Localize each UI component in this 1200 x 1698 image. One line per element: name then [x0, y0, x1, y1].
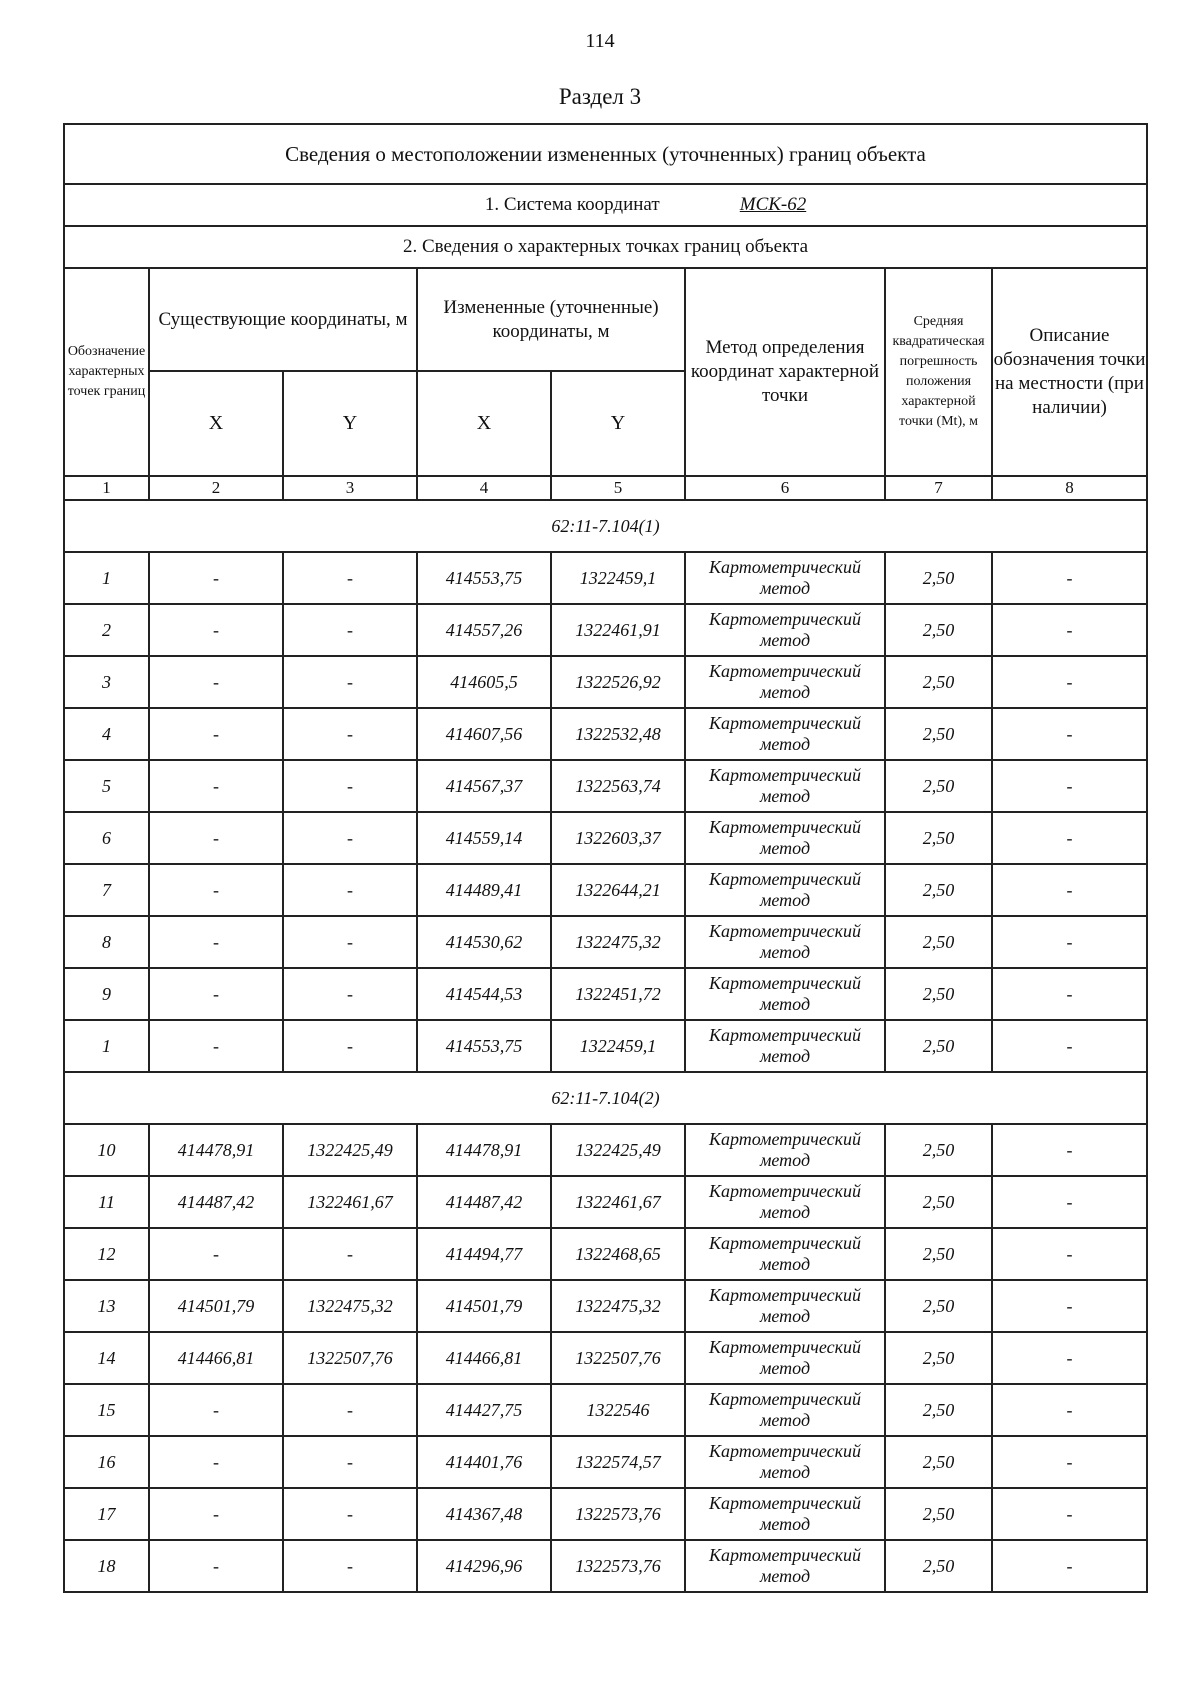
- cell-changed-x: 414567,37: [417, 760, 551, 812]
- cell-method: Картометрический метод: [685, 552, 885, 604]
- table-row: [64, 1488, 1147, 1540]
- cell-existing-y: -: [283, 1384, 417, 1436]
- cell-point: 14: [64, 1332, 149, 1384]
- cell-point: 5: [64, 760, 149, 812]
- cell-changed-x: 414494,77: [417, 1228, 551, 1280]
- cell-existing-x: -: [149, 656, 283, 708]
- cell-existing-y: -: [283, 1540, 417, 1592]
- cell-rms-error: 2,50: [885, 604, 992, 656]
- cell-point: 2: [64, 604, 149, 656]
- coordinate-system-label: 1. Система координат: [484, 194, 660, 215]
- cell-existing-x: 414487,42: [149, 1176, 283, 1228]
- cell-point: 13: [64, 1280, 149, 1332]
- cell-changed-x: 414553,75: [417, 1020, 551, 1072]
- cell-point: 11: [64, 1176, 149, 1228]
- coordinate-system-value: МСК-62: [739, 194, 807, 215]
- cell-method: Картометрический метод: [685, 1176, 885, 1228]
- cell-description: -: [992, 656, 1147, 708]
- cell-changed-y: 1322574,57: [551, 1436, 685, 1488]
- cell-rms-error: 2,50: [885, 1176, 992, 1228]
- cell-rms-error: 2,50: [885, 1228, 992, 1280]
- table-row: [64, 1280, 1147, 1332]
- cell-changed-x: 414544,53: [417, 968, 551, 1020]
- table-row: [64, 1332, 1147, 1384]
- header-existing-y: Y: [283, 371, 417, 476]
- cell-method: Картометрический метод: [685, 1384, 885, 1436]
- cell-existing-x: -: [149, 1384, 283, 1436]
- header-changed-x: X: [417, 371, 551, 476]
- cell-existing-y: -: [283, 1020, 417, 1072]
- cell-method: Картометрический метод: [685, 1020, 885, 1072]
- cell-existing-y: -: [283, 760, 417, 812]
- cell-changed-y: 1322526,92: [551, 656, 685, 708]
- parcel-group-header: 62:11-7.104(1): [64, 500, 1147, 552]
- column-number: 7: [885, 476, 992, 500]
- cell-method: Картометрический метод: [685, 1228, 885, 1280]
- cell-changed-y: 1322563,74: [551, 760, 685, 812]
- cell-rms-error: 2,50: [885, 916, 992, 968]
- cell-description: -: [992, 916, 1147, 968]
- table-row: [64, 552, 1147, 604]
- cell-rms-error: 2,50: [885, 656, 992, 708]
- cell-changed-x: 414367,48: [417, 1488, 551, 1540]
- cell-method: Картометрический метод: [685, 968, 885, 1020]
- cell-changed-x: 414487,42: [417, 1176, 551, 1228]
- page-number: 114: [585, 30, 615, 52]
- header-method: Метод определения координат характерной точки: [685, 268, 885, 476]
- cell-changed-x: 414296,96: [417, 1540, 551, 1592]
- cell-changed-x: 414559,14: [417, 812, 551, 864]
- cell-description: -: [992, 1540, 1147, 1592]
- header-description: Описание обозначения точки на местности (при наличии): [992, 268, 1147, 476]
- cell-changed-x: 414605,5: [417, 656, 551, 708]
- cell-existing-x: 414466,81: [149, 1332, 283, 1384]
- cell-rms-error: 2,50: [885, 1332, 992, 1384]
- cell-rms-error: 2,50: [885, 760, 992, 812]
- cell-point: 10: [64, 1124, 149, 1176]
- cell-method: Картометрический метод: [685, 812, 885, 864]
- cell-changed-y: 1322425,49: [551, 1124, 685, 1176]
- table-row: [64, 864, 1147, 916]
- cell-rms-error: 2,50: [885, 1280, 992, 1332]
- cell-existing-x: -: [149, 968, 283, 1020]
- cell-existing-x: -: [149, 760, 283, 812]
- cell-method: Картометрический метод: [685, 864, 885, 916]
- section-title: Раздел 3: [558, 84, 642, 109]
- parcel-group-header: 62:11-7.104(2): [64, 1072, 1147, 1124]
- cell-existing-x: -: [149, 812, 283, 864]
- column-number: 2: [149, 476, 283, 500]
- cell-changed-y: 1322644,21: [551, 864, 685, 916]
- cell-point: 18: [64, 1540, 149, 1592]
- cell-changed-y: 1322475,32: [551, 916, 685, 968]
- cell-existing-x: -: [149, 1488, 283, 1540]
- cell-changed-x: 414489,41: [417, 864, 551, 916]
- cell-existing-y: 1322475,32: [283, 1280, 417, 1332]
- boundary-points-table: [63, 123, 1148, 1593]
- table-row: [64, 1540, 1147, 1592]
- cell-method: Картометрический метод: [685, 760, 885, 812]
- cell-rms-error: 2,50: [885, 1124, 992, 1176]
- cell-description: -: [992, 968, 1147, 1020]
- cell-existing-y: -: [283, 656, 417, 708]
- cell-changed-x: 414553,75: [417, 552, 551, 604]
- table-row: [64, 1124, 1147, 1176]
- cell-point: 16: [64, 1436, 149, 1488]
- cell-description: -: [992, 812, 1147, 864]
- cell-description: -: [992, 1020, 1147, 1072]
- cell-changed-x: 414466,81: [417, 1332, 551, 1384]
- cell-existing-y: -: [283, 916, 417, 968]
- table-row: [64, 708, 1147, 760]
- cell-existing-x: -: [149, 1020, 283, 1072]
- table-row: [64, 812, 1147, 864]
- cell-existing-y: -: [283, 1228, 417, 1280]
- cell-description: -: [992, 1488, 1147, 1540]
- cell-description: -: [992, 604, 1147, 656]
- cell-point: 6: [64, 812, 149, 864]
- cell-description: -: [992, 1384, 1147, 1436]
- table-title: Сведения о местоположении измененных (уточненных) границ объекта: [64, 124, 1147, 184]
- cell-description: -: [992, 1228, 1147, 1280]
- cell-description: -: [992, 1436, 1147, 1488]
- cell-rms-error: 2,50: [885, 1436, 992, 1488]
- cell-description: -: [992, 1332, 1147, 1384]
- cell-existing-y: -: [283, 604, 417, 656]
- cell-rms-error: 2,50: [885, 1020, 992, 1072]
- table-row: [64, 604, 1147, 656]
- cell-changed-y: 1322573,76: [551, 1488, 685, 1540]
- cell-changed-y: 1322461,67: [551, 1176, 685, 1228]
- cell-method: Картометрический метод: [685, 1280, 885, 1332]
- cell-rms-error: 2,50: [885, 708, 992, 760]
- cell-description: -: [992, 1176, 1147, 1228]
- cell-description: -: [992, 708, 1147, 760]
- cell-changed-y: 1322507,76: [551, 1332, 685, 1384]
- header-existing-x: X: [149, 371, 283, 476]
- cell-existing-x: -: [149, 864, 283, 916]
- cell-description: -: [992, 864, 1147, 916]
- cell-rms-error: 2,50: [885, 1384, 992, 1436]
- cell-changed-x: 414401,76: [417, 1436, 551, 1488]
- cell-point: 12: [64, 1228, 149, 1280]
- header-point-designation: Обозначение характерных точек границ: [64, 268, 149, 476]
- cell-existing-y: 1322507,76: [283, 1332, 417, 1384]
- cell-method: Картометрический метод: [685, 1332, 885, 1384]
- header-rms-error: Средняя квадратическая погрешность положения характерной точки (Mt), м: [885, 268, 992, 476]
- cell-description: -: [992, 1124, 1147, 1176]
- cell-rms-error: 2,50: [885, 968, 992, 1020]
- cell-changed-x: 414607,56: [417, 708, 551, 760]
- cell-description: -: [992, 552, 1147, 604]
- cell-changed-x: 414478,91: [417, 1124, 551, 1176]
- cell-changed-x: 414530,62: [417, 916, 551, 968]
- cell-existing-y: -: [283, 968, 417, 1020]
- cell-method: Картометрический метод: [685, 1436, 885, 1488]
- points-section-label: 2. Сведения о характерных точках границ объекта: [64, 226, 1147, 268]
- cell-existing-x: -: [149, 1540, 283, 1592]
- cell-existing-x: -: [149, 604, 283, 656]
- cell-point: 4: [64, 708, 149, 760]
- cell-method: Картометрический метод: [685, 1488, 885, 1540]
- cell-method: Картометрический метод: [685, 656, 885, 708]
- table-row: [64, 1020, 1147, 1072]
- cell-method: Картометрический метод: [685, 1124, 885, 1176]
- coordinate-system-row: [64, 184, 1147, 226]
- table-row: [64, 1436, 1147, 1488]
- column-number: 4: [417, 476, 551, 500]
- cell-changed-y: 1322475,32: [551, 1280, 685, 1332]
- cell-method: Картометрический метод: [685, 1540, 885, 1592]
- cell-rms-error: 2,50: [885, 552, 992, 604]
- table-row: [64, 916, 1147, 968]
- cell-point: 9: [64, 968, 149, 1020]
- cell-existing-y: -: [283, 864, 417, 916]
- cell-changed-y: 1322461,91: [551, 604, 685, 656]
- cell-existing-y: -: [283, 812, 417, 864]
- cell-existing-y: -: [283, 1436, 417, 1488]
- column-number: 1: [64, 476, 149, 500]
- table-row: [64, 760, 1147, 812]
- cell-point: 8: [64, 916, 149, 968]
- column-number: 8: [992, 476, 1147, 500]
- cell-method: Картометрический метод: [685, 916, 885, 968]
- cell-changed-x: 414557,26: [417, 604, 551, 656]
- cell-changed-y: 1322546: [551, 1384, 685, 1436]
- header-changed-y: Y: [551, 371, 685, 476]
- cell-changed-x: 414501,79: [417, 1280, 551, 1332]
- cell-description: -: [992, 1280, 1147, 1332]
- cell-existing-x: -: [149, 708, 283, 760]
- table-row: [64, 968, 1147, 1020]
- cell-existing-y: 1322425,49: [283, 1124, 417, 1176]
- cell-existing-x: -: [149, 1436, 283, 1488]
- cell-existing-y: -: [283, 1488, 417, 1540]
- cell-description: -: [992, 760, 1147, 812]
- cell-point: 3: [64, 656, 149, 708]
- cell-changed-y: 1322468,65: [551, 1228, 685, 1280]
- cell-method: Картометрический метод: [685, 604, 885, 656]
- cell-existing-y: 1322461,67: [283, 1176, 417, 1228]
- cell-rms-error: 2,50: [885, 1540, 992, 1592]
- table-row: [64, 1176, 1147, 1228]
- cell-changed-y: 1322573,76: [551, 1540, 685, 1592]
- cell-changed-y: 1322532,48: [551, 708, 685, 760]
- cell-point: 7: [64, 864, 149, 916]
- cell-point: 1: [64, 552, 149, 604]
- column-number: 6: [685, 476, 885, 500]
- cell-existing-x: -: [149, 916, 283, 968]
- table-row: [64, 1228, 1147, 1280]
- cell-existing-y: -: [283, 708, 417, 760]
- cell-existing-x: -: [149, 552, 283, 604]
- table-row: [64, 656, 1147, 708]
- cell-point: 1: [64, 1020, 149, 1072]
- cell-changed-y: 1322459,1: [551, 1020, 685, 1072]
- cell-existing-x: 414501,79: [149, 1280, 283, 1332]
- cell-point: 15: [64, 1384, 149, 1436]
- cell-changed-y: 1322451,72: [551, 968, 685, 1020]
- cell-rms-error: 2,50: [885, 812, 992, 864]
- cell-rms-error: 2,50: [885, 864, 992, 916]
- cell-rms-error: 2,50: [885, 1488, 992, 1540]
- column-number: 3: [283, 476, 417, 500]
- cell-changed-y: 1322459,1: [551, 552, 685, 604]
- cell-changed-x: 414427,75: [417, 1384, 551, 1436]
- column-number: 5: [551, 476, 685, 500]
- table-row: [64, 1384, 1147, 1436]
- cell-method: Картометрический метод: [685, 708, 885, 760]
- cell-existing-x: 414478,91: [149, 1124, 283, 1176]
- cell-point: 17: [64, 1488, 149, 1540]
- header-existing-coords: Существующие координаты, м: [149, 268, 417, 371]
- cell-existing-x: -: [149, 1228, 283, 1280]
- cell-changed-y: 1322603,37: [551, 812, 685, 864]
- header-changed-coords: Измененные (уточненные) координаты, м: [417, 268, 685, 371]
- cell-existing-y: -: [283, 552, 417, 604]
